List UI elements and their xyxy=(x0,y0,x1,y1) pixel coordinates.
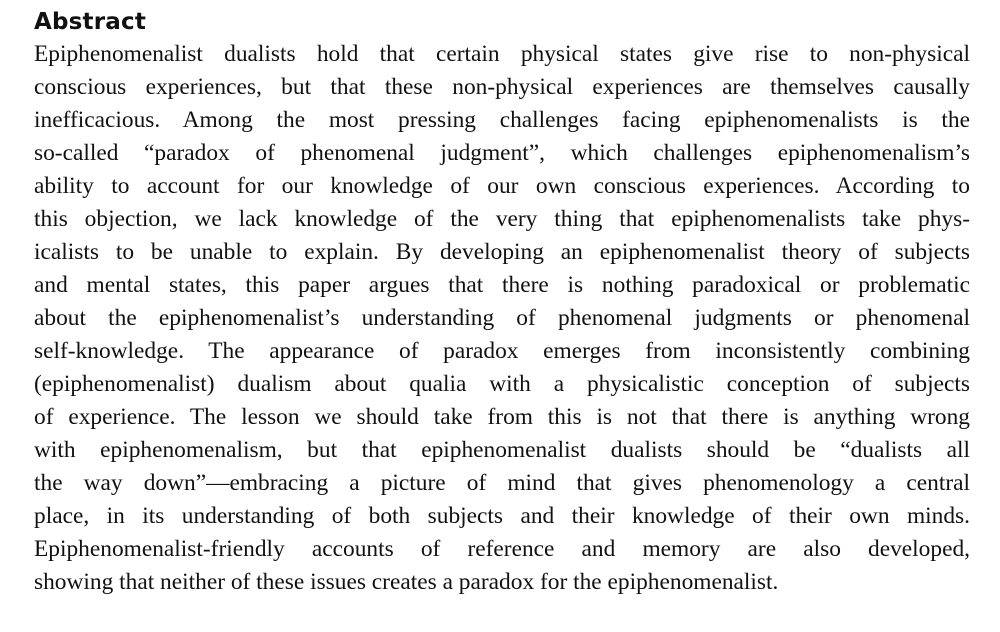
abstract-line: the way down”—embracing a picture of mind that gives phenomenology a central xyxy=(34,470,970,496)
abstract-line: ability to account for our knowledge of our own conscious experiences. According to xyxy=(34,173,970,199)
abstract-line: (epiphenomenalist) dualism about qualia with a physicalistic conception of subjects xyxy=(34,371,970,397)
abstract-line: so-called “paradox of phenomenal judgment”, which challenges epiphenomenalism’s xyxy=(34,140,970,166)
abstract-line: about the epiphenomenalist’s understanding of phenomenal judgments or phenomenal xyxy=(34,305,970,331)
abstract-heading: Abstract xyxy=(34,9,147,35)
abstract-line: of experience. The lesson we should take from this is not that there is anything wrong xyxy=(34,404,970,430)
abstract-body xyxy=(34,38,970,599)
abstract-line: and mental states, this paper argues that there is nothing paradoxical or problematic xyxy=(34,272,970,298)
abstract-line: self-knowledge. The appearance of paradox emerges from inconsistently combining xyxy=(34,338,970,364)
abstract-section xyxy=(34,6,970,599)
abstract-line: Epiphenomenalist-friendly accounts of reference and memory are also developed, xyxy=(34,536,970,562)
abstract-line: icalists to be unable to explain. By developing an epiphenomenalist theory of subjects xyxy=(34,239,970,265)
abstract-line: inefficacious. Among the most pressing challenges facing epiphenomenalists is the xyxy=(34,107,970,133)
abstract-line: place, in its understanding of both subjects and their knowledge of their own minds. xyxy=(34,503,970,529)
abstract-line: this objection, we lack knowledge of the very thing that epiphenomenalists take phys- xyxy=(34,206,970,232)
abstract-line: with epiphenomenalism, but that epiphenomenalist dualists should be “dualists all xyxy=(34,437,970,463)
abstract-line: Epiphenomenalist dualists hold that certain physical states give rise to non-physical xyxy=(34,41,970,67)
abstract-line: showing that neither of these issues creates a paradox for the epiphenomenalist. xyxy=(34,569,779,595)
abstract-line: conscious experiences, but that these non-physical experiences are themselves causally xyxy=(34,74,970,100)
